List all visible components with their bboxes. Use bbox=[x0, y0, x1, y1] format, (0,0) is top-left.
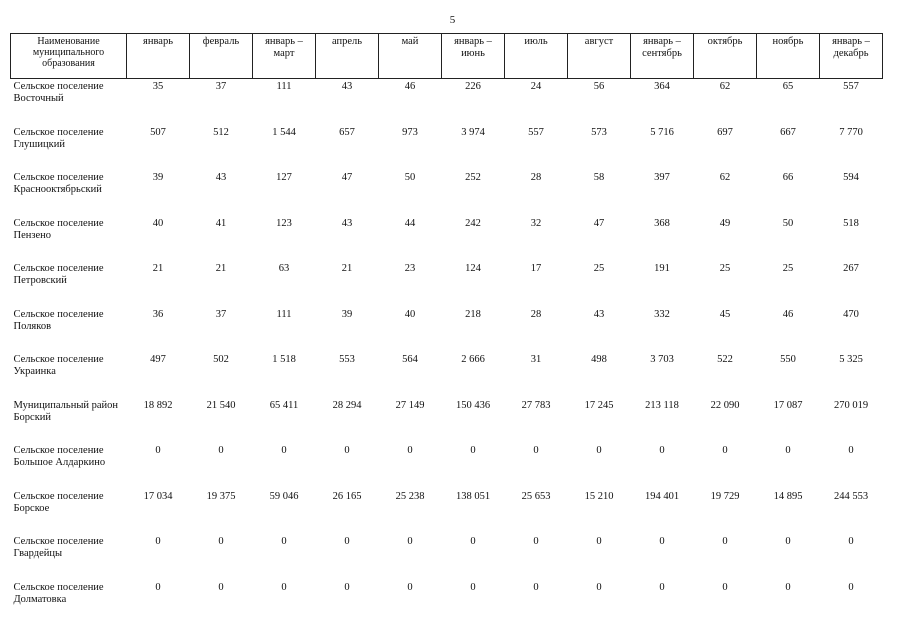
value-cell: 512 bbox=[213, 126, 229, 138]
column-header-label: сентябрь bbox=[642, 48, 682, 59]
value-cell: 0 bbox=[722, 536, 728, 547]
municipality-name-cell bbox=[11, 216, 127, 262]
value-cell: 502 bbox=[213, 354, 229, 365]
header-name-line2: муниципального bbox=[32, 47, 105, 58]
column-header-label: февраль bbox=[202, 36, 240, 47]
value-cell: 66 bbox=[782, 172, 794, 183]
municipality-name-line: Борский bbox=[13, 411, 52, 423]
value-cell: 21 bbox=[215, 263, 227, 274]
value-cell: 0 bbox=[407, 581, 413, 593]
header-name-line3: образования bbox=[42, 58, 95, 69]
value-cell: 124 bbox=[465, 263, 481, 274]
column-header-period bbox=[694, 34, 757, 79]
column-header-label: июнь bbox=[461, 48, 485, 59]
value-cell: 138 051 bbox=[455, 490, 491, 502]
value-cell: 46 bbox=[404, 81, 416, 92]
value-cell: 5 325 bbox=[839, 354, 863, 365]
column-header-period bbox=[316, 34, 379, 79]
value-cell: 218 bbox=[465, 308, 481, 320]
value-cell: 17 087 bbox=[773, 399, 803, 411]
value-cell: 0 bbox=[533, 581, 539, 593]
value-cell: 0 bbox=[785, 445, 791, 456]
value-cell: 0 bbox=[659, 581, 665, 593]
value-cell: 226 bbox=[465, 81, 481, 92]
table-row bbox=[11, 307, 883, 353]
municipality-name-cell bbox=[11, 125, 127, 171]
municipality-name-cell bbox=[11, 261, 127, 307]
value-cell: 25 653 bbox=[521, 490, 551, 502]
value-cell: 267 bbox=[843, 263, 859, 274]
municipality-name-line: Петровский bbox=[13, 275, 67, 286]
column-header-period bbox=[379, 34, 442, 79]
table-row bbox=[11, 170, 883, 216]
value-cell: 0 bbox=[344, 581, 350, 593]
value-cell: 44 bbox=[404, 217, 416, 229]
value-cell: 0 bbox=[848, 581, 854, 593]
value-cell: 564 bbox=[402, 354, 418, 365]
municipality-name-line: Сельское поселение bbox=[13, 581, 104, 593]
value-cell: 19 375 bbox=[206, 490, 236, 502]
value-cell: 0 bbox=[785, 581, 791, 593]
value-cell: 0 bbox=[659, 445, 665, 456]
value-cell: 397 bbox=[654, 172, 670, 183]
table-body bbox=[11, 79, 883, 626]
column-header-period bbox=[568, 34, 631, 79]
value-cell: 32 bbox=[530, 217, 542, 229]
value-cell: 270 019 bbox=[833, 399, 869, 411]
value-cell: 23 bbox=[404, 263, 416, 274]
value-cell: 59 046 bbox=[269, 490, 299, 502]
table-row bbox=[11, 125, 883, 171]
column-header-label: август bbox=[584, 36, 614, 47]
value-cell: 0 bbox=[596, 536, 602, 547]
value-cell: 150 436 bbox=[455, 399, 491, 411]
value-cell: 0 bbox=[470, 581, 476, 593]
municipality-name-line: Глушицкий bbox=[13, 138, 65, 150]
value-cell: 14 895 bbox=[773, 490, 803, 502]
value-cell: 0 bbox=[470, 536, 476, 547]
value-cell: 0 bbox=[344, 536, 350, 547]
column-header-label: май bbox=[401, 36, 419, 47]
table-row bbox=[11, 79, 883, 125]
value-cell: 58 bbox=[593, 172, 605, 183]
column-header-period bbox=[253, 34, 316, 79]
column-header-period bbox=[442, 34, 505, 79]
column-header-period bbox=[631, 34, 694, 79]
value-cell: 28 294 bbox=[332, 399, 362, 411]
value-cell: 553 bbox=[339, 354, 355, 365]
value-cell: 111 bbox=[276, 81, 292, 92]
column-header-label: апрель bbox=[331, 36, 363, 47]
value-cell: 0 bbox=[533, 445, 539, 456]
column-header-label: январь – bbox=[832, 36, 870, 47]
column-header-label: октябрь bbox=[707, 36, 743, 47]
value-cell: 573 bbox=[591, 126, 607, 138]
value-cell: 65 bbox=[782, 81, 794, 92]
value-cell: 557 bbox=[843, 81, 859, 92]
page-number: 5 bbox=[449, 14, 456, 26]
municipality-name-cell bbox=[11, 352, 127, 398]
value-cell: 7 770 bbox=[839, 126, 863, 138]
value-cell: 21 bbox=[341, 263, 353, 274]
value-cell: 594 bbox=[843, 172, 859, 183]
value-cell: 22 090 bbox=[710, 399, 740, 411]
value-cell: 2 666 bbox=[461, 354, 485, 365]
column-header-label: январь – bbox=[643, 36, 681, 47]
value-cell: 21 540 bbox=[206, 399, 236, 411]
value-cell: 43 bbox=[215, 172, 227, 183]
value-cell: 194 401 bbox=[644, 490, 680, 502]
value-cell: 17 245 bbox=[584, 399, 614, 411]
value-cell: 0 bbox=[155, 445, 161, 456]
header-row bbox=[11, 34, 883, 79]
value-cell: 18 892 bbox=[143, 399, 173, 411]
table-row bbox=[11, 216, 883, 262]
municipality-name-line: Сельское поселение bbox=[13, 490, 104, 502]
municipality-name-cell bbox=[11, 79, 127, 125]
value-cell: 43 bbox=[593, 308, 605, 320]
value-cell: 28 bbox=[530, 308, 542, 320]
municipality-name-line: Пензено bbox=[13, 229, 52, 241]
value-cell: 36 bbox=[152, 308, 164, 320]
municipality-name-cell bbox=[11, 580, 127, 626]
value-cell: 0 bbox=[785, 536, 791, 547]
value-cell: 657 bbox=[339, 126, 355, 138]
value-cell: 0 bbox=[470, 445, 476, 456]
column-header-period bbox=[820, 34, 883, 79]
value-cell: 31 bbox=[530, 354, 542, 365]
value-cell: 37 bbox=[215, 81, 227, 92]
value-cell: 40 bbox=[404, 308, 416, 320]
value-cell: 21 bbox=[152, 263, 164, 274]
municipality-name-line: Муниципальный район bbox=[13, 399, 119, 411]
value-cell: 0 bbox=[659, 536, 665, 547]
value-cell: 498 bbox=[591, 354, 607, 365]
value-cell: 0 bbox=[848, 445, 854, 456]
value-cell: 39 bbox=[152, 172, 164, 183]
value-cell: 47 bbox=[341, 172, 353, 183]
municipality-name-line: Поляков bbox=[13, 320, 52, 332]
value-cell: 550 bbox=[780, 354, 796, 365]
value-cell: 26 165 bbox=[332, 490, 362, 502]
table-row bbox=[11, 443, 883, 489]
value-cell: 50 bbox=[404, 172, 416, 183]
value-cell: 50 bbox=[782, 217, 794, 229]
value-cell: 27 783 bbox=[521, 399, 551, 411]
value-cell: 43 bbox=[341, 81, 353, 92]
value-cell: 1 544 bbox=[272, 126, 296, 138]
municipality-name-line: Большое Алдаркино bbox=[13, 457, 106, 468]
value-cell: 19 729 bbox=[710, 490, 740, 502]
column-header-label: январь – bbox=[454, 36, 492, 47]
column-header-municipality bbox=[11, 34, 127, 79]
value-cell: 0 bbox=[596, 445, 602, 456]
header-name-line1: Наименование bbox=[37, 36, 100, 47]
value-cell: 62 bbox=[719, 172, 731, 183]
value-cell: 0 bbox=[848, 536, 854, 547]
value-cell: 507 bbox=[150, 126, 166, 138]
municipality-name-line: Украинка bbox=[13, 366, 56, 377]
table-row bbox=[11, 580, 883, 626]
value-cell: 0 bbox=[533, 536, 539, 547]
municipality-name-line: Сельское поселение bbox=[13, 172, 104, 183]
value-cell: 0 bbox=[596, 581, 602, 593]
municipality-name-line: Восточный bbox=[13, 93, 64, 104]
municipality-name-line: Сельское поселение bbox=[13, 445, 104, 456]
column-header-period bbox=[190, 34, 253, 79]
value-cell: 63 bbox=[278, 263, 290, 274]
value-cell: 213 118 bbox=[645, 399, 679, 411]
municipality-name-line: Сельское поселение bbox=[13, 126, 104, 138]
value-cell: 0 bbox=[281, 536, 287, 547]
table-row bbox=[11, 352, 883, 398]
value-cell: 244 553 bbox=[833, 490, 869, 502]
value-cell: 43 bbox=[341, 217, 353, 229]
value-cell: 25 238 bbox=[395, 490, 425, 502]
value-cell: 3 974 bbox=[461, 126, 485, 138]
value-cell: 557 bbox=[528, 126, 544, 138]
value-cell: 0 bbox=[155, 581, 161, 593]
value-cell: 191 bbox=[654, 263, 670, 274]
municipality-name-cell bbox=[11, 170, 127, 216]
value-cell: 522 bbox=[717, 354, 733, 365]
value-cell: 17 034 bbox=[143, 490, 173, 502]
column-header-label: январь – bbox=[265, 36, 303, 47]
value-cell: 24 bbox=[530, 81, 542, 92]
municipality-name-line: Борское bbox=[13, 502, 50, 514]
value-cell: 973 bbox=[402, 126, 418, 138]
value-cell: 40 bbox=[152, 217, 164, 229]
value-cell: 46 bbox=[782, 308, 794, 320]
value-cell: 41 bbox=[215, 217, 227, 229]
value-cell: 368 bbox=[654, 217, 670, 229]
table-row bbox=[11, 261, 883, 307]
municipality-name-cell bbox=[11, 307, 127, 353]
value-cell: 45 bbox=[719, 308, 731, 320]
value-cell: 0 bbox=[344, 445, 350, 456]
municipality-name-line: Сельское поселение bbox=[13, 81, 104, 92]
value-cell: 242 bbox=[465, 217, 481, 229]
value-cell: 28 bbox=[530, 172, 542, 183]
column-header-label: июль bbox=[524, 36, 548, 47]
value-cell: 0 bbox=[407, 536, 413, 547]
municipality-name-cell bbox=[11, 534, 127, 580]
value-cell: 25 bbox=[719, 263, 731, 274]
municipality-name-line: Краснооктябрьский bbox=[13, 184, 102, 195]
value-cell: 518 bbox=[843, 217, 859, 229]
value-cell: 0 bbox=[218, 445, 224, 456]
value-cell: 1 518 bbox=[272, 354, 296, 365]
municipality-name-line: Гвардейцы bbox=[13, 548, 63, 559]
municipality-name-line: Сельское поселение bbox=[13, 217, 104, 229]
value-cell: 39 bbox=[341, 308, 353, 320]
value-cell: 0 bbox=[155, 536, 161, 547]
value-cell: 47 bbox=[593, 217, 605, 229]
column-header-label: январь bbox=[143, 36, 173, 47]
value-cell: 0 bbox=[407, 445, 413, 456]
statistics-table bbox=[10, 33, 883, 625]
municipality-name-line: Долматовка bbox=[13, 593, 67, 605]
value-cell: 123 bbox=[276, 217, 292, 229]
value-cell: 56 bbox=[593, 81, 605, 92]
value-cell: 3 703 bbox=[650, 354, 674, 365]
value-cell: 37 bbox=[215, 308, 227, 320]
column-header-label: март bbox=[273, 48, 295, 59]
table-header bbox=[11, 34, 883, 79]
value-cell: 0 bbox=[281, 445, 287, 456]
value-cell: 470 bbox=[843, 308, 859, 320]
municipality-name-cell bbox=[11, 398, 127, 444]
value-cell: 15 210 bbox=[584, 490, 614, 502]
value-cell: 25 bbox=[782, 263, 794, 274]
value-cell: 332 bbox=[654, 308, 670, 320]
column-header-period bbox=[505, 34, 568, 79]
value-cell: 0 bbox=[722, 581, 728, 593]
municipality-name-line: Сельское поселение bbox=[13, 536, 104, 547]
municipality-name-cell bbox=[11, 443, 127, 489]
value-cell: 49 bbox=[719, 217, 731, 229]
value-cell: 0 bbox=[218, 581, 224, 593]
value-cell: 25 bbox=[593, 263, 605, 274]
column-header-label: декабрь bbox=[833, 48, 869, 59]
value-cell: 667 bbox=[780, 126, 796, 138]
table-row bbox=[11, 534, 883, 580]
value-cell: 27 149 bbox=[395, 399, 425, 411]
value-cell: 65 411 bbox=[269, 399, 299, 411]
municipality-name-cell bbox=[11, 489, 127, 535]
value-cell: 62 bbox=[719, 81, 731, 92]
value-cell: 35 bbox=[152, 81, 164, 92]
municipality-name-line: Сельское поселение bbox=[13, 354, 104, 365]
table-row bbox=[11, 489, 883, 535]
value-cell: 127 bbox=[276, 172, 292, 183]
value-cell: 17 bbox=[530, 263, 542, 274]
municipality-name-line: Сельское поселение bbox=[13, 263, 104, 274]
column-header-period bbox=[757, 34, 820, 79]
value-cell: 5 716 bbox=[650, 126, 674, 138]
value-cell: 0 bbox=[218, 536, 224, 547]
value-cell: 697 bbox=[717, 126, 733, 138]
value-cell: 0 bbox=[281, 581, 287, 593]
value-cell: 111 bbox=[276, 308, 292, 320]
value-cell: 0 bbox=[722, 445, 728, 456]
value-cell: 252 bbox=[465, 172, 481, 183]
table-row bbox=[11, 398, 883, 444]
value-cell: 497 bbox=[150, 354, 166, 365]
municipality-name-line: Сельское поселение bbox=[13, 308, 104, 320]
column-header-period bbox=[127, 34, 190, 79]
column-header-label: ноябрь bbox=[772, 36, 804, 47]
value-cell: 364 bbox=[654, 81, 670, 92]
